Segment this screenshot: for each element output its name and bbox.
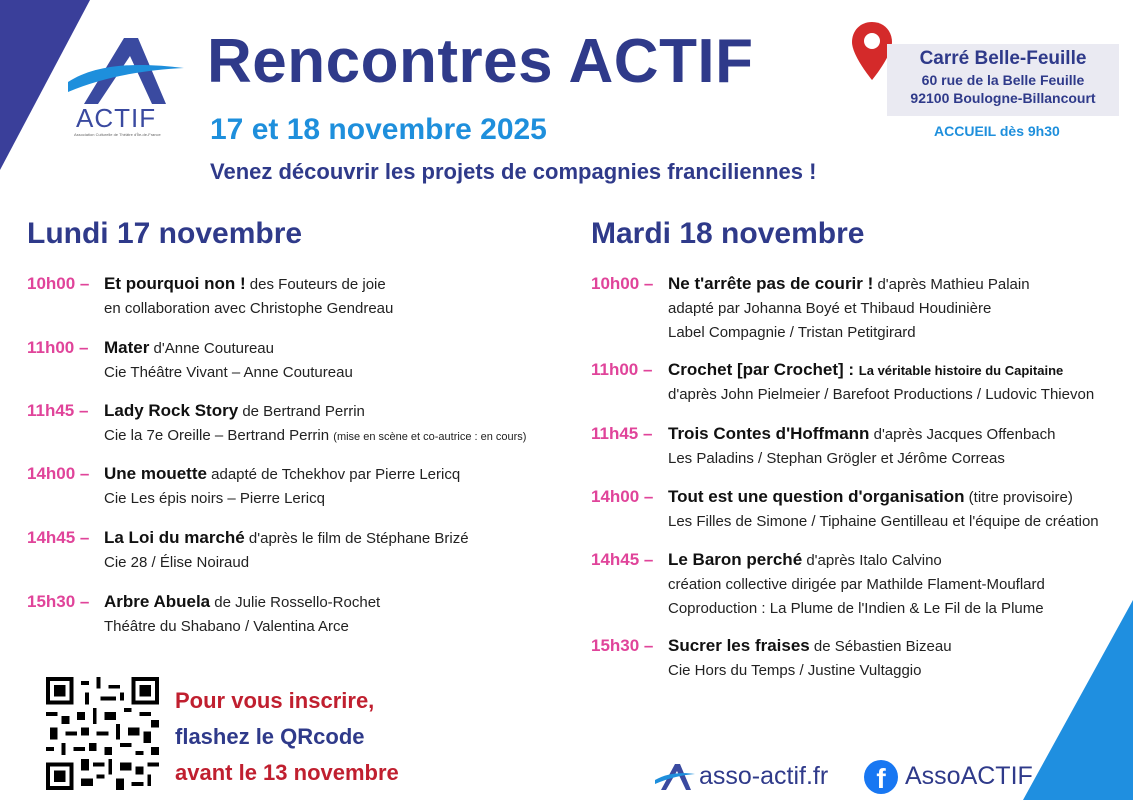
qr-code-icon[interactable] (46, 677, 159, 790)
monday-heading: Lundi 17 novembre (27, 217, 303, 250)
entry-detail: d'après Italo Calvino (802, 552, 942, 569)
entry-show: Lady Rock Story (104, 401, 239, 420)
entry-time: 11h45 – (27, 401, 89, 420)
entry-detail: adapté de Tchekhov par Pierre Lericq (206, 466, 461, 483)
entry-show: Mater (104, 338, 150, 357)
entry-company: d'après John Pielmeier / Barefoot Productions / Ludovic Thievon (668, 386, 1095, 403)
entry-time: 11h00 – (591, 360, 653, 379)
entry-time: 10h00 – (591, 274, 654, 293)
tuesday-entry-5 (591, 547, 1045, 621)
entry-detail: de Bertrand Perrin (238, 403, 365, 420)
entry-time: 10h00 – (27, 274, 90, 293)
register-line-3: avant le 13 novembre (175, 760, 399, 785)
entry-show: Sucrer les fraises (668, 636, 810, 655)
entry-time: 11h00 – (27, 338, 89, 357)
registration-text (175, 683, 399, 791)
entry-company: Les Paladins / Stephan Grögler et Jérôme Correas (668, 450, 1005, 467)
tuesday-heading: Mardi 18 novembre (591, 217, 865, 250)
entry-time: 14h00 – (591, 487, 654, 506)
website-link[interactable] (655, 762, 828, 792)
entry-company: Les Filles de Simone / Tiphaine Gentilleau et l'équipe de création (668, 513, 1099, 530)
entry-detail: d'après Jacques Offenbach (869, 426, 1056, 443)
entry-company: création collective dirigée par Mathilde Flament-Mouflard (668, 576, 1045, 593)
entry-show: Arbre Abuela (104, 592, 211, 611)
entry-detail: d'Anne Coutureau (149, 340, 274, 357)
entry-detail: d'après le film de Stéphane Brizé (244, 530, 469, 547)
entry-note: (mise en scène et co-autrice : en cours) (333, 431, 527, 443)
entry-detail: de Sébastien Bizeau (809, 638, 952, 655)
entry-show: Tout est une question d'organisation (668, 487, 965, 506)
register-line-2: flashez le QRcode (175, 724, 365, 749)
entry-detail: : (843, 360, 859, 379)
entry-company: Cie Hors du Temps / Justine Vultaggio (668, 662, 922, 679)
monday-entry-5 (27, 525, 469, 575)
actif-mini-logo-icon (655, 762, 695, 792)
entry-company: adapté par Johanna Boyé et Thibaud Houdinière (668, 300, 992, 317)
venue-address: 60 rue de la Belle Feuille (921, 72, 1085, 88)
website-text: asso-actif.fr (699, 762, 829, 790)
entry-time: 14h00 – (27, 464, 90, 483)
entry-company: Cie la 7e Oreille – Bertrand Perrin (104, 427, 334, 444)
event-subtitle: Venez découvrir les projets de compagnies franciliennes ! (210, 159, 817, 184)
entry-show: Crochet [par Crochet] (668, 360, 844, 379)
entry-subtitle: La véritable histoire du Capitaine (858, 363, 1064, 378)
event-dates: 17 et 18 novembre 2025 (210, 113, 547, 146)
facebook-icon[interactable]: f (864, 760, 898, 794)
entry-time: 15h30 – (591, 636, 654, 655)
facebook-handle[interactable]: AssoACTIF (905, 762, 1033, 790)
monday-entry-1 (27, 271, 393, 321)
entry-detail: (titre provisoire) (964, 489, 1073, 506)
page-title: Rencontres ACTIF (207, 27, 754, 96)
entry-company: Cie Les épis noirs – Pierre Lericq (104, 490, 325, 507)
tuesday-entry-1 (591, 271, 1030, 345)
register-line-1: Pour vous inscrire, (175, 688, 375, 713)
monday-entry-3 (27, 398, 526, 448)
entry-show: Ne t'arrête pas de courir ! (668, 274, 874, 293)
entry-detail: d'après Mathieu Palain (873, 276, 1030, 293)
tuesday-entry-2 (591, 357, 1094, 407)
entry-show: Une mouette (104, 464, 207, 483)
monday-entry-6 (27, 589, 380, 639)
entry-company: Théâtre du Shabano / Valentina Arce (104, 618, 349, 635)
venue-city: 92100 Boulogne-Billancourt (910, 90, 1096, 106)
entry-detail: de Julie Rossello-Rochet (210, 594, 381, 611)
venue-name: Carré Belle-Feuille (919, 48, 1087, 69)
entry-time: 14h45 – (27, 528, 90, 547)
decorative-corner-bottom-right (1023, 600, 1133, 800)
venue-box (887, 44, 1119, 116)
entry-time: 11h45 – (591, 424, 653, 443)
entry-company-2: Coproduction : La Plume de l'Indien & Le Fil de la Plume (668, 600, 1044, 617)
logo-subtext: Association Culturelle de Théâtre d'Île-de-France (74, 132, 161, 137)
entry-show: Et pourquoi non ! (104, 274, 246, 293)
welcome-time: ACCUEIL dès 9h30 (934, 123, 1060, 139)
logo-text: ACTIF (76, 103, 157, 133)
entry-detail: des Fouteurs de joie (245, 276, 386, 293)
entry-company: Cie Théâtre Vivant – Anne Coutureau (104, 364, 353, 381)
entry-time: 14h45 – (591, 550, 654, 569)
tuesday-entry-6 (591, 633, 952, 683)
entry-company-2: Label Compagnie / Tristan Petitgirard (668, 324, 916, 341)
tuesday-entry-3 (591, 421, 1055, 471)
entry-show: Trois Contes d'Hoffmann (668, 424, 870, 443)
monday-entry-2 (27, 335, 353, 385)
entry-company: en collaboration avec Christophe Gendreau (104, 300, 394, 317)
entry-show: Le Baron perché (668, 550, 803, 569)
monday-entry-4 (27, 461, 460, 511)
entry-show: La Loi du marché (104, 528, 245, 547)
entry-time: 15h30 – (27, 592, 90, 611)
tuesday-entry-4 (591, 484, 1099, 534)
entry-company: Cie 28 / Élise Noiraud (104, 554, 250, 571)
